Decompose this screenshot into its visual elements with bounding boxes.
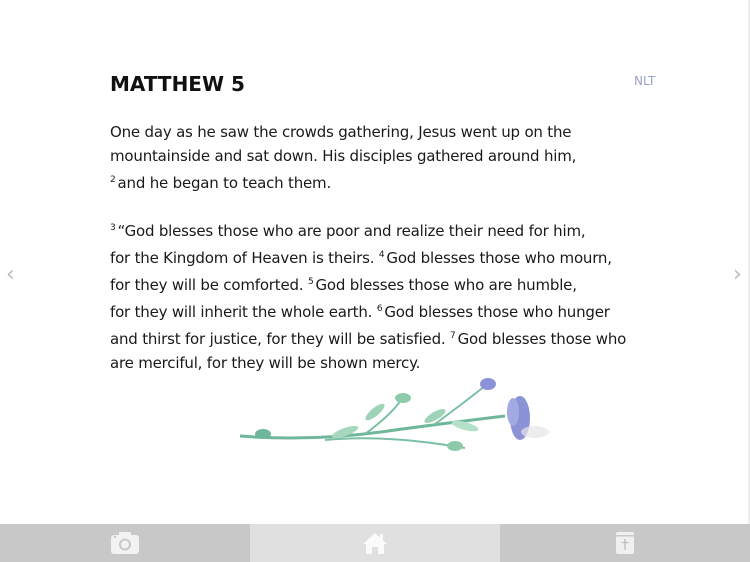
flower-illustration (235, 372, 555, 462)
next-page-button[interactable]: › (733, 262, 742, 287)
text-line (110, 144, 576, 168)
text-line (110, 243, 626, 270)
verse-text: God blesses those who are humble, (315, 276, 577, 294)
camera-button[interactable] (0, 524, 250, 562)
verse-text: and thirst for justice, for they will be satisfied. (110, 330, 451, 348)
text-line (110, 168, 576, 195)
chapter-title: MATTHEW 5 (110, 72, 245, 96)
verse-text: for they will inherit the whole earth. (110, 303, 377, 321)
verse-text: for the Kingdom of Heaven is theirs. (110, 249, 379, 267)
bible-button[interactable] (500, 524, 750, 562)
verse-text: are merciful, for they will be shown mercy. (110, 354, 421, 372)
text-line (110, 324, 626, 351)
text-line (110, 216, 626, 243)
text-line (110, 270, 626, 297)
verse-number: 5 (307, 277, 314, 287)
translation-label[interactable]: NLT (634, 74, 656, 88)
verse-number: 7 (450, 331, 456, 341)
verse-number: 3 (110, 223, 116, 233)
verse-text: mountainside and sat down. His disciples gathered around him, (110, 147, 577, 165)
verse-number: 4 (378, 250, 385, 260)
verse-text: “God blesses those who are poor and realize their need for him, (117, 222, 586, 240)
bible-icon (615, 531, 635, 555)
verse-text: for they will be comforted. (110, 276, 308, 294)
text-line (110, 297, 626, 324)
verse-text: One day as he saw the crowds gathering, Jesus went up on the (110, 123, 572, 141)
paragraph-2 (110, 216, 626, 375)
camera-icon (110, 531, 140, 555)
verse-text: God blesses those who mourn, (386, 249, 612, 267)
bottom-toolbar (0, 524, 750, 562)
verse-text: God blesses those who (457, 330, 627, 348)
verse-number: 6 (376, 304, 383, 314)
text-line (110, 120, 576, 144)
verse-text: God blesses those who hunger (384, 303, 610, 321)
home-icon (362, 531, 388, 555)
verse-text: and he began to teach them. (117, 174, 332, 192)
home-button[interactable] (250, 524, 500, 562)
previous-page-button[interactable]: ‹ (6, 262, 15, 287)
verse-number: 2 (110, 175, 116, 185)
paragraph-1 (110, 120, 576, 195)
